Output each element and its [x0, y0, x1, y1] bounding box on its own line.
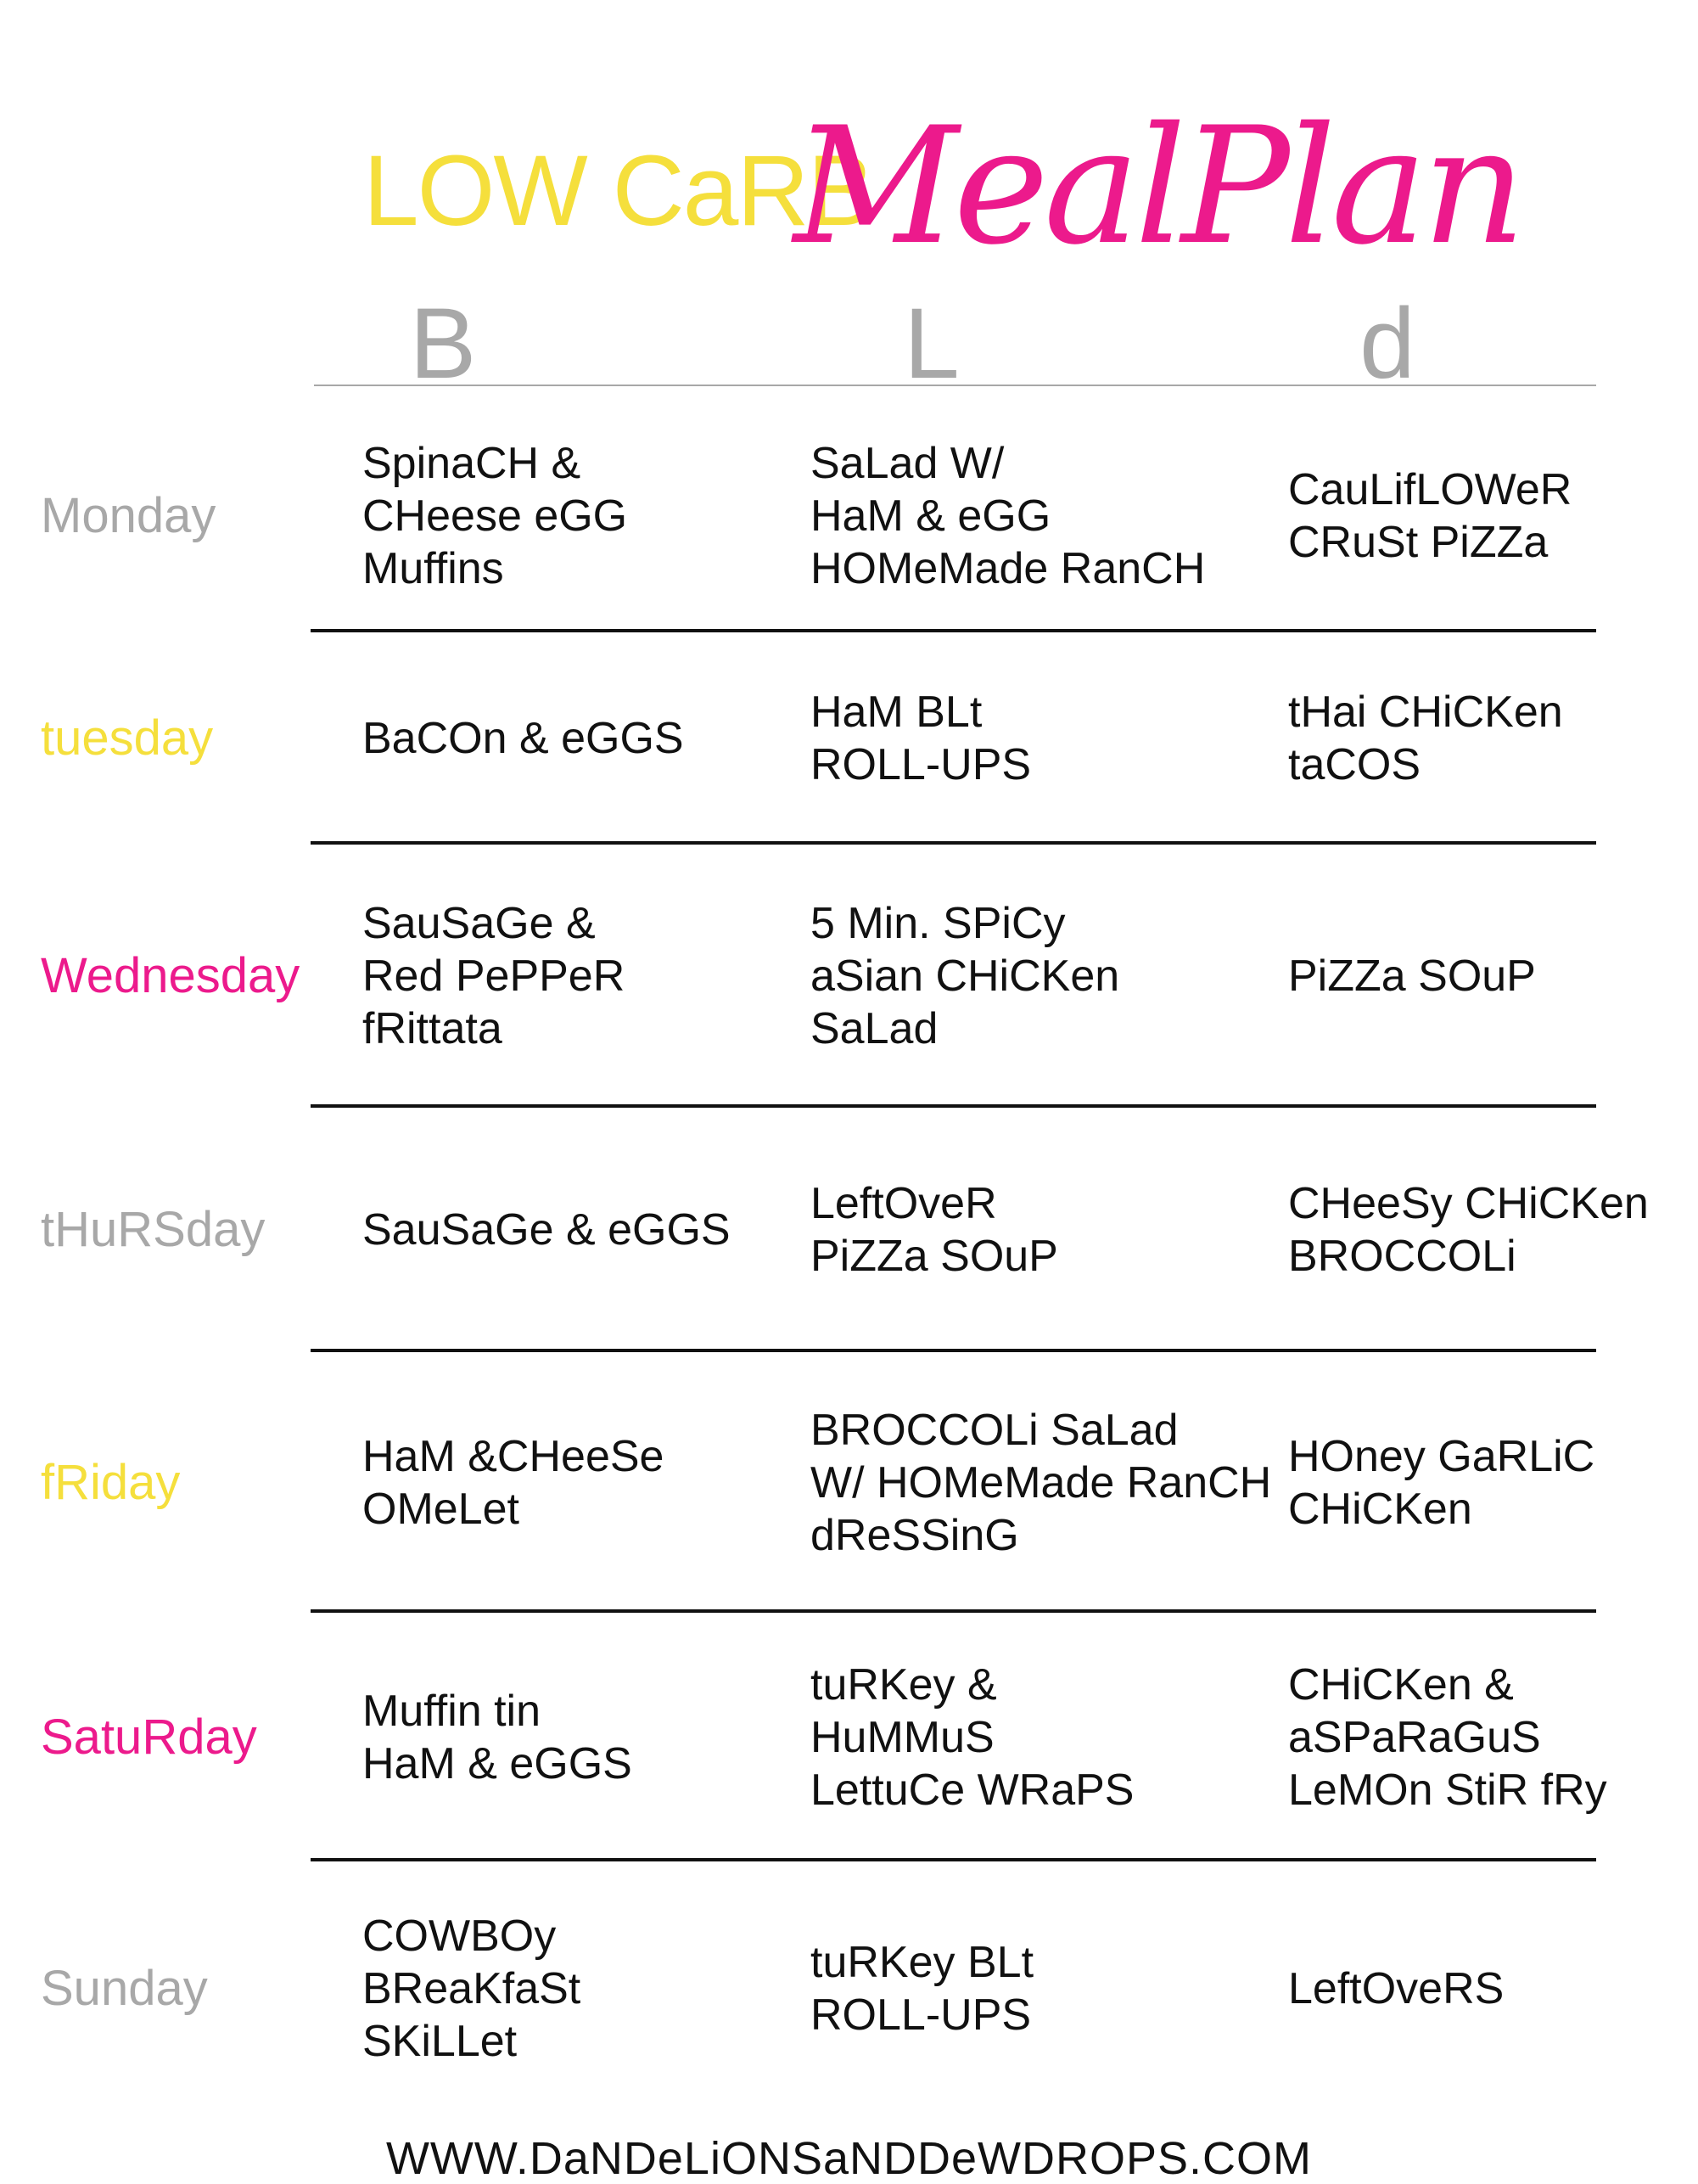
day-label: SatuRday	[41, 1709, 257, 1765]
column-lunch-header: L	[904, 288, 960, 400]
row-divider	[311, 1858, 1596, 1861]
day-label: tuesday	[41, 710, 214, 766]
row-divider	[311, 1349, 1596, 1352]
lunch-cell: SaLad W/ HaM & eGG HOMeMade RanCH	[810, 438, 1206, 593]
day-row	[0, 632, 1698, 845]
day-row	[0, 1108, 1698, 1352]
dinner-cell: PiZZa SOuP	[1288, 952, 1536, 1001]
day-label: Sunday	[41, 1961, 208, 2016]
dinner-cell: HOney GaRLiC CHiCKen	[1288, 1431, 1595, 1534]
dinner-cell: CHeeSy CHiCKen BROCCOLi	[1288, 1179, 1649, 1281]
column-dinner-header: d	[1359, 288, 1415, 400]
lunch-cell: BROCCOLi SaLad W/ HOMeMade RanCH dReSSinG	[810, 1405, 1272, 1560]
breakfast-cell: SauSaGe & Red PePPeR fRittata	[362, 899, 625, 1053]
day-row	[0, 1613, 1698, 1861]
row-divider	[311, 1609, 1596, 1613]
row-divider	[311, 841, 1596, 845]
day-row	[0, 399, 1698, 632]
dinner-cell: CHiCKen & aSPaRaGuS LeMOn StiR fRy	[1288, 1659, 1607, 1815]
day-row	[0, 845, 1698, 1108]
breakfast-cell: SauSaGe & eGGS	[362, 1205, 731, 1255]
lunch-cell: LeftOveR PiZZa SOuP	[810, 1179, 1058, 1281]
title-low-carb: LOW CaRB	[363, 135, 873, 247]
dinner-cell: CauLifLOWeR CRuSt PiZZa	[1288, 464, 1572, 567]
breakfast-cell: Muffin tin HaM & eGGS	[362, 1686, 632, 1788]
day-row	[0, 1861, 1698, 2116]
row-divider	[311, 1104, 1596, 1108]
breakfast-cell: BaCOn & eGGS	[362, 714, 684, 763]
day-row	[0, 1352, 1698, 1613]
day-label: fRiday	[41, 1454, 181, 1510]
title-meal-plan: MealPlan	[793, 93, 1521, 280]
breakfast-cell: HaM &CHeeSe OMeLet	[362, 1431, 664, 1534]
day-label: tHuRSday	[41, 1202, 266, 1257]
lunch-cell: HaM BLt ROLL-UPS	[810, 688, 1032, 789]
day-label: Wednesday	[41, 948, 300, 1003]
breakfast-cell: SpinaCH & CHeese eGG Muffins	[362, 438, 628, 593]
dinner-cell: tHai CHiCKen taCOS	[1288, 688, 1563, 789]
lunch-cell: 5 Min. SPiCy aSian CHiCKen SaLad	[810, 899, 1120, 1053]
row-divider	[311, 629, 1596, 632]
dinner-cell: LeftOveRS	[1288, 1964, 1505, 2013]
breakfast-cell: COWBOy BReaKfaSt SKiLLet	[362, 1912, 581, 2066]
lunch-cell: tuRKey & HuMMuS LettuCe WRaPS	[810, 1659, 1135, 1815]
website-url: WWW.DaNDeLiONSaNDDeWDROPS.COM	[385, 2133, 1313, 2184]
column-breakfast-header: B	[409, 288, 477, 400]
header-rule	[314, 385, 1596, 386]
lunch-cell: tuRKey BLt ROLL-UPS	[810, 1938, 1034, 2040]
day-label: Monday	[41, 487, 216, 543]
